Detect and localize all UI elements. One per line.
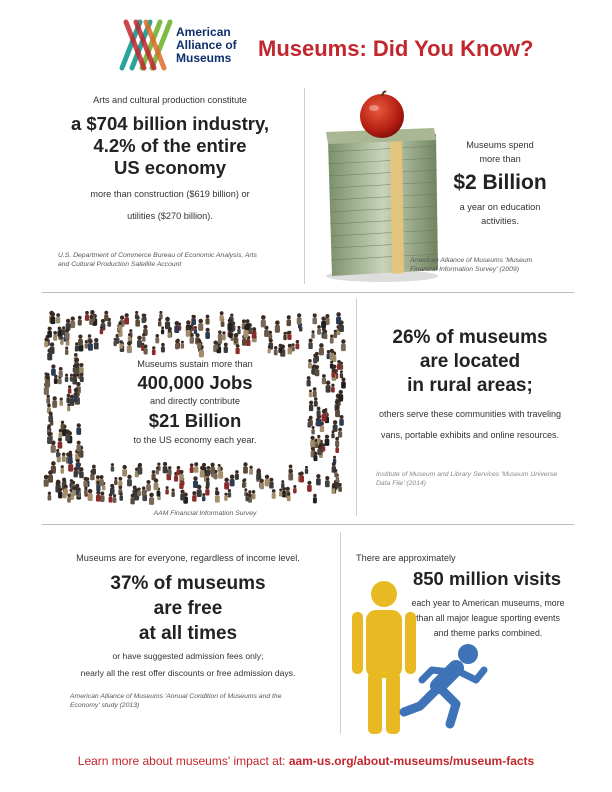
detail-line: others serve these communities with traveling — [378, 409, 562, 419]
fact-headline: 850 million visits — [412, 568, 562, 589]
fact-headline — [40, 571, 336, 646]
headline-line: a $704 billion industry, — [70, 113, 270, 134]
logo-line: American — [176, 25, 231, 39]
fact-headline — [362, 326, 578, 398]
fact-line: to the US economy each year. — [133, 435, 257, 445]
source-line: U.S. Department of Commerce Bureau of Economic Analysis, Arts — [58, 252, 257, 259]
intro-line: more than — [479, 154, 521, 164]
divider-horizontal-2 — [42, 524, 574, 525]
detail-line: and theme parks combined. — [433, 628, 543, 638]
fact-headline: $2 Billion — [453, 171, 547, 194]
page-title: Museums: Did You Know? — [258, 36, 534, 61]
source-line: and Cultural Production Satellite Account — [58, 261, 182, 268]
source-line: Institute of Museum and Library Services 'Museum Universe — [376, 471, 558, 478]
source-line: American Alliance of Museums 'Annual Condition of Museums and the — [70, 693, 282, 700]
detail-line: each year to American museums, more — [411, 598, 565, 608]
source-citation — [410, 256, 580, 274]
logo-line: Alliance of — [176, 38, 237, 52]
fact-intro: There are approximately — [356, 553, 456, 563]
headline-line: in rural areas; — [407, 375, 533, 396]
headline-line: 4.2% of the entire — [93, 135, 247, 156]
footer-lead: Learn more about museums' impact at: — [77, 754, 286, 768]
fact-economy — [40, 94, 300, 227]
source-line: American Alliance of Museums 'Museum — [410, 257, 533, 264]
fact-headline — [40, 113, 300, 179]
fact-detail — [362, 404, 578, 446]
footer — [0, 754, 612, 768]
fact-education-spend — [440, 138, 560, 228]
source-line: Financial Information Survey' (2009) — [410, 266, 519, 273]
source-line: Economy' study (2013) — [70, 702, 140, 709]
fact-rural — [362, 326, 578, 446]
source-citation — [58, 251, 298, 269]
headline-line: are free — [153, 598, 223, 619]
fact-detail — [40, 648, 336, 682]
detail-line: vans, portable exhibits and online resources. — [380, 430, 560, 440]
headline-line: 26% of museums — [392, 327, 548, 348]
detail-line: utilities ($270 billion). — [127, 211, 213, 221]
aam-logo-icon — [118, 18, 178, 72]
divider-vertical-bottom — [340, 532, 341, 734]
source-citation: AAM Financial Information Survey — [153, 510, 257, 517]
fact-detail — [40, 183, 300, 227]
source-citation — [70, 692, 332, 710]
headline-line: 37% of museums — [110, 573, 266, 594]
detail-line: more than construction ($619 billion) or — [90, 189, 250, 199]
source-citation — [376, 470, 576, 488]
fact-jobs — [100, 358, 290, 447]
headline-line: at all times — [138, 623, 238, 644]
fact-free-admission — [40, 552, 336, 682]
detail-line: activities. — [481, 216, 519, 226]
headline-line: US economy — [113, 157, 227, 178]
logo-wordmark — [176, 26, 237, 65]
fact-detail — [440, 200, 560, 228]
fact-line: Museums sustain more than — [137, 359, 253, 369]
detail-line: nearly all the rest offer discounts or free admission days. — [80, 668, 296, 678]
fact-intro: Arts and cultural production constitute — [93, 95, 247, 105]
fact-headline-dollars: $21 Billion — [148, 410, 242, 431]
detail-line: or have suggested admission fees only; — [112, 651, 264, 661]
headline-line: are located — [419, 351, 521, 372]
fact-headline-jobs: 400,000 Jobs — [137, 372, 253, 393]
footer-link[interactable]: aam-us.org/about-museums/museum-facts — [288, 754, 535, 768]
divider-vertical-top — [304, 88, 305, 284]
fact-intro: Museums are for everyone, regardless of income level. — [76, 553, 300, 563]
logo-line: Museums — [176, 51, 232, 65]
detail-line: than all major league sporting events — [416, 613, 560, 623]
detail-line: a year on education — [459, 202, 541, 212]
divider-horizontal-1 — [42, 292, 574, 293]
fact-intro — [440, 138, 560, 166]
running-person-icon — [398, 640, 490, 736]
fact-line: and directly contribute — [150, 396, 240, 406]
divider-vertical-middle — [356, 298, 357, 516]
intro-line: Museums spend — [466, 140, 534, 150]
source-line: Data File' (2014) — [376, 480, 427, 487]
